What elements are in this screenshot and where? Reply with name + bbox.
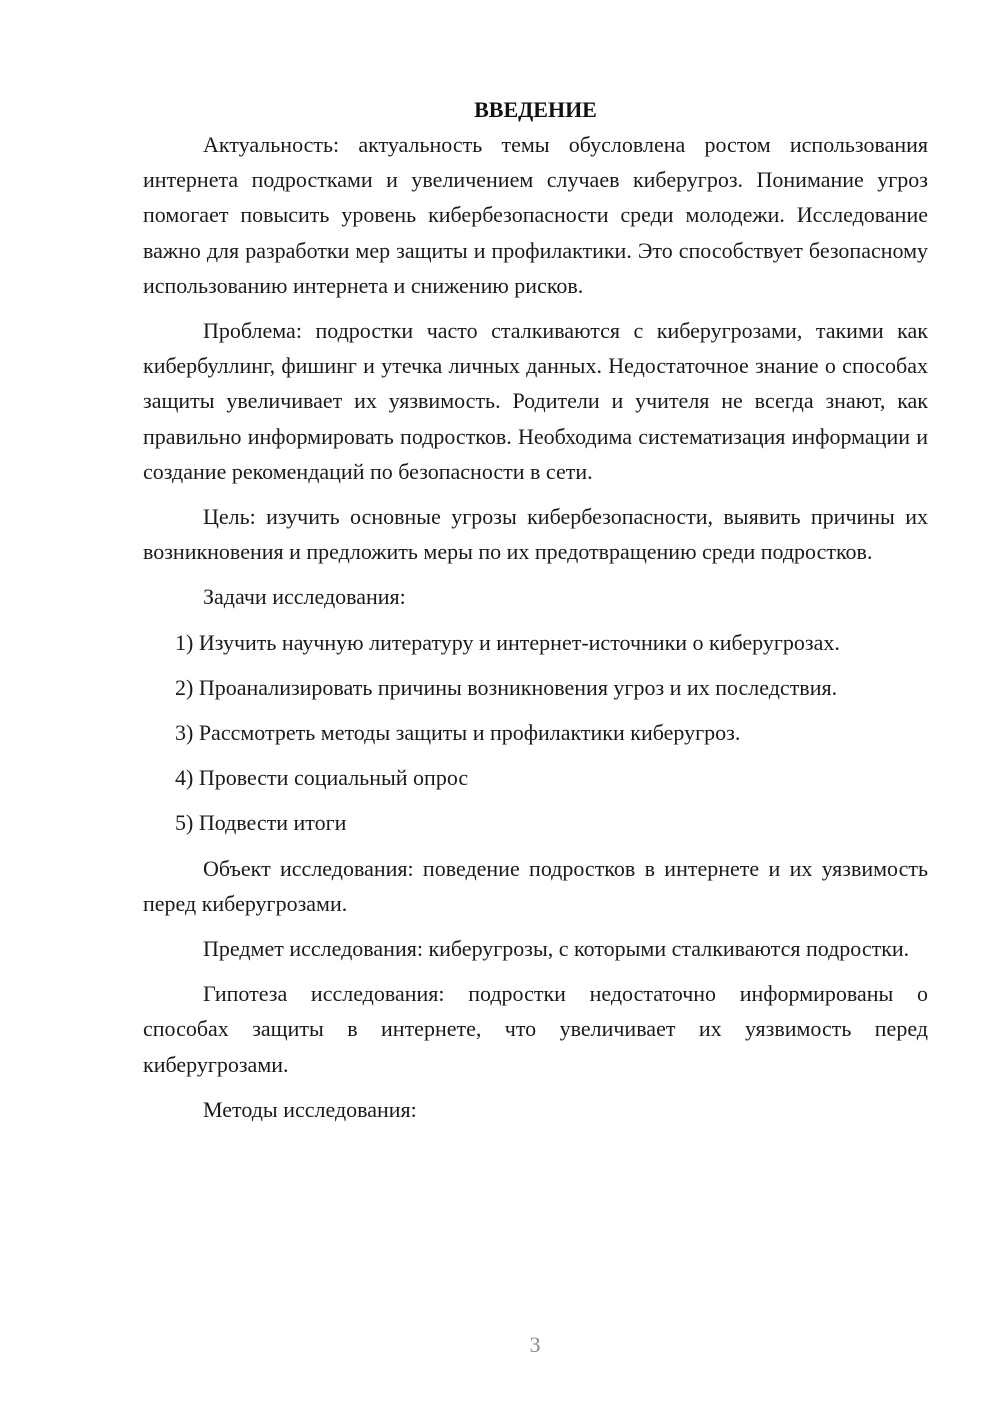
subject-paragraph: Предмет исследования: киберугрозы, с которыми сталкиваются подростки. — [203, 936, 910, 962]
section-heading: ВВЕДЕНИЕ — [474, 97, 597, 122]
goal-paragraph: Цель: изучить основные угрозы кибербезопасности, выявить причины их возникновения и предложить меры по их предотвращению среди подростков. — [143, 504, 928, 565]
list-item: 3) Рассмотреть методы защиты и профилактики киберугроз. — [175, 720, 741, 746]
tasks-list — [143, 625, 928, 841]
page-content — [143, 92, 928, 1137]
list-item: 2) Проанализировать причины возникновения угроз и их последствия. — [175, 674, 838, 700]
page-number: 3 — [529, 1332, 541, 1357]
relevance-paragraph: Актуальность: актуальность темы обусловлена ростом использования интернета подростками и увеличением случаев киберугроз. Понимание угроз помогает повысить уровень кибербезопасности среди молодежи. Исследование важно для разработки мер защиты и профилактики. Это способствует безопасному использованию интернета и снижению рисков. — [143, 132, 928, 298]
hypothesis-paragraph: Гипотеза исследования: подростки недостаточно информированы о способах защиты в интернете, что увеличивает их уязвимость перед киберугрозами. — [143, 981, 928, 1077]
list-item: 5) Подвести итоги — [175, 810, 347, 836]
object-paragraph: Объект исследования: поведение подростков в интернете и их уязвимость перед киберугрозами. — [143, 855, 928, 916]
methods-title: Методы исследования: — [203, 1096, 417, 1122]
list-item: 1) Изучить научную литературу и интернет-источники о киберугрозах. — [175, 629, 840, 655]
problem-paragraph: Проблема: подростки часто сталкиваются с киберугрозами, такими как кибербуллинг, фишинг и утечка личных данных. Недостаточное знание о способах защиты увеличивает их уязвимость. Родители и учителя не всегда знают, как правильно информировать подростков. Необходима систематизация информации и создание рекомендаций по безопасности в сети. — [143, 318, 928, 484]
tasks-title: Задачи исследования: — [203, 584, 406, 610]
list-item: 4) Провести социальный опрос — [175, 765, 469, 791]
